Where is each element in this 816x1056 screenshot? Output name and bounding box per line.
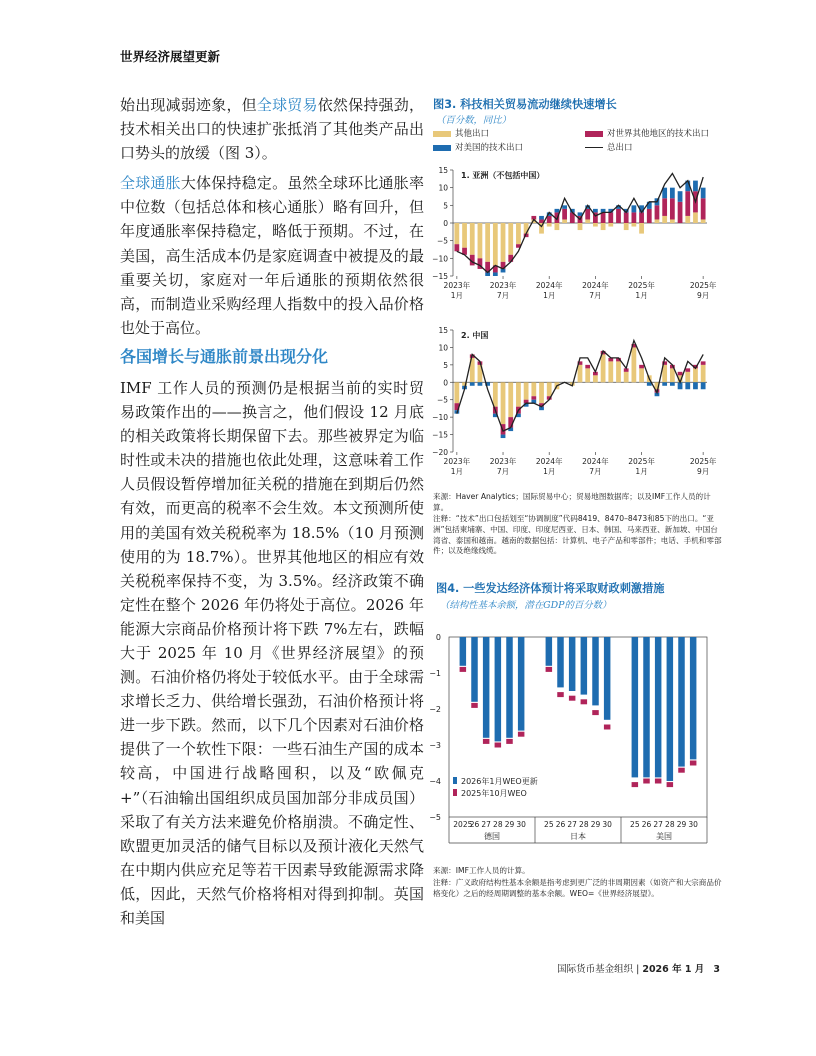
asia-bar <box>608 223 613 227</box>
legend-us-tech: 对美国的技术出口 <box>433 141 523 153</box>
asia-bar <box>655 219 660 223</box>
china-panel-title: 2. 中国 <box>461 331 489 340</box>
fig4-year-label: 30 <box>688 820 698 829</box>
china-bar <box>478 382 483 385</box>
china-bar <box>639 365 644 368</box>
asia-bar <box>693 212 698 223</box>
asia-bar <box>516 223 521 244</box>
asia-bar <box>578 223 583 230</box>
p1-post: 依然保持强劲，技术相关出口的快速扩张抵消了其他类产品出口势头的放缓（图 3）。 <box>120 96 424 163</box>
china-bar <box>639 368 644 382</box>
fig4-bar-jan <box>495 637 502 741</box>
asia-bar <box>547 216 552 223</box>
china-ytick-label: −15 <box>432 430 448 440</box>
asia-ytick-label: 10 <box>438 183 448 193</box>
china-xtick-label: 2023年 <box>443 457 471 466</box>
fig4-bar-jan <box>518 637 525 731</box>
china-bar <box>593 375 598 382</box>
china-xtick-label: 9月 <box>697 467 710 476</box>
china-xtick-label: 1月 <box>635 467 648 476</box>
fig4-marker-oct <box>506 739 513 744</box>
asia-xtick-label: 7月 <box>589 291 602 300</box>
asia-bar <box>685 191 690 216</box>
legend-total: 总出口 <box>585 141 633 153</box>
fig4-marker-oct <box>495 743 502 748</box>
asia-xtick-label: 2023年 <box>489 281 517 290</box>
asia-bar <box>539 216 544 220</box>
china-bar <box>547 382 552 396</box>
fig4-legend-jan: 2026年1月WEO更新 <box>461 777 538 786</box>
fig3-notes: 注释：“技术”出口包括划至“协调制度”代码8419、8470–8473和85下的出口。“亚洲”包括柬埔寨、中国、印度、印度尼西亚、日本、韩国、马来西亚、新加坡、中国台湾省、泰国和越南。越南的数据包括：计算机、电子产品和零部件；电话、手机和零部件；以及绝缘线缆。 <box>433 514 722 556</box>
fig4-year-label: 2025 <box>453 820 473 829</box>
fig4-marker-oct <box>546 667 553 672</box>
fig4-ytick-label: −2 <box>429 705 441 714</box>
china-bar <box>585 368 590 382</box>
asia-bar <box>547 223 552 227</box>
asia-bar <box>662 198 667 216</box>
asia-bar <box>562 209 567 220</box>
fig4-group-label: 美国 <box>656 832 672 841</box>
fig3-source: 来源：Haver Analytics；国际贸易中心；贸易地图数据库；以及IMF工作人员的计算。 <box>433 492 711 512</box>
china-bar <box>670 382 675 385</box>
fig4-year-label: 27 <box>481 820 491 829</box>
fig4-year-label: 26 <box>555 820 566 829</box>
asia-bar <box>524 223 529 234</box>
fig4-title: 图4. 一些发达经济体预计将采取财政刺激措施 <box>436 582 665 595</box>
fig4-marker-oct <box>471 703 478 708</box>
asia-bar <box>631 205 636 212</box>
fig4-marker-oct <box>581 699 588 704</box>
paragraph-trade <box>120 93 424 165</box>
china-bar <box>685 382 690 389</box>
asia-bar <box>462 223 467 248</box>
legend-other-exports: 其他出口 <box>433 127 489 139</box>
asia-bar <box>470 223 475 255</box>
asia-bar <box>593 209 598 213</box>
china-bar <box>539 382 544 403</box>
china-bar <box>585 365 590 368</box>
asia-ytick-label: 0 <box>443 219 448 228</box>
asia-bar <box>670 188 675 199</box>
asia-bar <box>701 198 706 219</box>
asia-xtick-label: 2024年 <box>582 281 609 290</box>
fig4-bar-jan <box>506 637 513 738</box>
asia-bar <box>670 198 675 219</box>
china-bar <box>531 396 536 399</box>
asia-bar <box>585 209 590 220</box>
footer-org: 国际货币基金组织 <box>557 964 634 975</box>
fig4-marker-oct <box>655 779 662 784</box>
legend-row-tech: 对世界其他地区的技术出口 <box>585 127 709 139</box>
fig4-group-label: 日本 <box>570 832 586 841</box>
asia-ytick-label: −15 <box>432 272 448 281</box>
asia-bar <box>662 216 667 223</box>
fig4-notes: 注释：广义政府结构性基本余额是指考虑到更广泛的非周期因素（如资产和大宗商品价格变化）之后的经周期调整的基本余额。WEO=《世界经济展望》。 <box>433 878 722 898</box>
asia-bar <box>616 209 621 223</box>
fig4-marker-oct <box>678 768 685 773</box>
fig4-marker-oct <box>592 710 599 715</box>
page-footer: 国际货币基金组织 | 2026 年 1 月 3 <box>557 964 720 975</box>
fig4-legend-jan-swatch <box>453 777 457 784</box>
asia-bar <box>555 223 560 230</box>
asia-xtick-label: 9月 <box>697 291 710 300</box>
body-text-column <box>120 93 424 936</box>
asia-bar <box>701 188 706 199</box>
china-bar <box>608 361 613 382</box>
asia-bar <box>562 219 567 223</box>
fig4-bar-jan <box>546 637 553 666</box>
china-bar <box>701 382 706 389</box>
asia-bar <box>493 272 498 276</box>
asia-bar <box>685 216 690 223</box>
asia-ytick-label: 15 <box>438 166 448 175</box>
fig4-bar-jan <box>460 637 467 666</box>
fig4-bar-jan <box>592 637 599 705</box>
p1-pre: 始出现减弱迹象，但 <box>120 96 257 114</box>
china-bar <box>501 435 506 438</box>
china-xtick-label: 1月 <box>450 467 463 476</box>
china-bar <box>685 372 690 382</box>
asia-bar <box>493 223 498 265</box>
asia-bar <box>631 212 636 223</box>
china-bar <box>662 382 667 385</box>
asia-bar <box>485 223 490 262</box>
china-xtick-label: 1月 <box>543 467 556 476</box>
china-bar <box>508 382 513 417</box>
asia-xtick-label: 1月 <box>543 291 556 300</box>
asia-bar <box>601 212 606 223</box>
fig4-legend-oct-swatch <box>453 789 457 796</box>
fig4-ytick-label: −5 <box>429 813 441 822</box>
china-bar <box>693 382 698 389</box>
china-bar <box>701 365 706 382</box>
section-heading: 各国增长与通胀前景出现分化 <box>120 346 329 366</box>
china-bar <box>678 372 683 375</box>
paragraph-outlook: IMF 工作人员的预测仍是根据当前的实时贸易政策作出的——换言之，他们假设 12 月底的相关政策将长期保留下去。那些被界定为临时性或未决的措施也依此处理，这意味着工作人员假设暂停增加征关税的措施在到期后仍然有效，而更高的税率不会生效。本文预测所使用的美国有效关税税率为 18.5%（10 月预测使用的为 18.7%）。世界其他地区的相应有效关税税率保持不变，为 3.5%。经济政策不确定性在整个 2026 年仍将处于高位。2026 年能源大宗商品价格预计将下跌 7%左右，跌幅大于 2025 年 10 月《世界经济展望》的预测。石油价格仍将处于较低水平。由于全球需求增长乏力、供给增长强劲，石油价格预计将进一步下跌。然而，以下几个因素对石油价格提供了一个软性下限：一些石油生产国的成本较高，中国进行战略囤积，以及“欧佩克+”（石油输出国组织成员国加部分非成员国）采取了有关方法来避免价格崩溃。不确定性、欧盟更加灵活的储气目标以及预计液化天然气在中期内供应充足等若干因素导致能源需求降低，因此，天然气价格将相对得到抑制。英国和美国 <box>120 378 424 927</box>
china-bar <box>454 382 459 403</box>
asia-bar <box>593 223 598 227</box>
asia-bar <box>624 223 629 230</box>
fig4-year-label: 25 <box>544 820 554 829</box>
fig4-bar-jan <box>581 637 588 695</box>
asia-xtick-label: 7月 <box>496 291 510 300</box>
fig4-marker-oct <box>460 667 467 672</box>
china-bar <box>516 382 521 406</box>
fig4-bar-jan <box>471 637 478 702</box>
fig4-year-label: 29 <box>590 820 601 829</box>
fig4-marker-oct <box>632 782 639 787</box>
fig4-marker-oct <box>604 725 611 730</box>
fig4-bar-jan <box>678 637 685 767</box>
p2-post: 大体保持稳定。虽然全球环比通胀率中位数（包括总体和核心通胀）略有回升，但年度通胀率保持稳定，略低于预期。不过，在美国，高生活成本仍是家庭调查中被提及的最重要关切，家庭对一年后通胀的预期依然很高，而制造业采购经理人指数中的投入品价格也处于高位。 <box>120 174 424 337</box>
asia-xtick-label: 1月 <box>635 291 648 300</box>
fig4-year-label: 27 <box>567 820 577 829</box>
fig4-marker-oct <box>483 739 490 744</box>
asia-bar <box>508 223 513 255</box>
fig4-year-label: 25 <box>630 820 640 829</box>
fig4-year-label: 29 <box>676 820 687 829</box>
fig4-bar-jan <box>569 637 576 691</box>
china-ytick-label: −5 <box>436 395 448 405</box>
china-xtick-label: 7月 <box>589 467 602 476</box>
fig4-year-label: 26 <box>641 820 652 829</box>
fig3-panel-asia <box>425 162 725 312</box>
china-ytick-label: 0 <box>443 378 448 388</box>
fig4-bar-jan <box>667 637 674 781</box>
asia-bar <box>639 212 644 223</box>
asia-bar <box>693 181 698 192</box>
fig4-year-label: 29 <box>504 820 515 829</box>
footer-date: 2026 年 1 月 <box>642 964 705 975</box>
asia-bar <box>454 244 459 251</box>
china-bar <box>693 368 698 382</box>
fig4-year-label: 27 <box>653 820 663 829</box>
fig4-ytick-label: −1 <box>429 669 441 678</box>
asia-bar <box>678 202 683 223</box>
fig4-marker-oct <box>518 732 525 737</box>
fig4-bar-jan <box>604 637 611 720</box>
fig4-ytick-label: 0 <box>435 633 441 642</box>
asia-bar <box>454 223 459 244</box>
asia-xtick-label: 2025年 <box>628 281 655 290</box>
china-bar <box>670 368 675 382</box>
china-ytick-label: −20 <box>432 448 448 457</box>
china-ytick-label: 5 <box>443 360 448 370</box>
china-xtick-label: 7月 <box>496 467 510 476</box>
running-header: 世界经济展望更新 <box>120 49 221 64</box>
asia-xtick-label: 2024年 <box>535 281 563 290</box>
asia-bar <box>631 223 636 227</box>
china-ytick-label: −10 <box>432 413 448 423</box>
fig4-marker-oct <box>557 692 564 697</box>
fig4-year-label: 28 <box>579 820 589 829</box>
china-xtick-label: 2024年 <box>582 457 609 466</box>
china-bar <box>470 382 475 385</box>
asia-ytick-label: −5 <box>436 236 448 246</box>
asia-bar <box>655 205 660 219</box>
china-ytick-label: 10 <box>438 343 448 353</box>
asia-bar <box>608 212 613 223</box>
china-bar <box>501 382 506 424</box>
asia-bar <box>585 219 590 223</box>
fig4-year-label: 28 <box>665 820 675 829</box>
fig3-title: 图3. 科技相关贸易流动继续快速增长 <box>433 98 617 111</box>
paragraph-inflation <box>120 171 424 340</box>
asia-bar <box>555 209 560 213</box>
china-bar <box>616 361 621 382</box>
asia-bar <box>670 219 675 223</box>
fig4-marker-oct <box>667 782 674 787</box>
fig4-ytick-label: −4 <box>429 777 441 786</box>
fig4-legend-oct: 2025年10月WEO <box>461 789 527 798</box>
asia-panel-title: 1. 亚洲（不包括中国） <box>461 171 545 180</box>
asia-xtick-label: 2023年 <box>443 281 471 290</box>
asia-bar <box>701 219 706 223</box>
fig4-year-label: 26 <box>469 820 480 829</box>
fig4-marker-oct <box>690 761 697 766</box>
asia-xtick-label: 2025年 <box>689 281 717 290</box>
asia-bar <box>501 223 506 262</box>
fig4-bar-jan <box>557 637 564 687</box>
china-bar <box>701 361 706 364</box>
fig4-subtitle: （结构性基本余额，潜在GDP的百分数） <box>440 600 612 611</box>
fig4-source: 来源：IMF工作人员的计算。 <box>433 866 530 875</box>
fig4-marker-oct <box>643 779 650 784</box>
fig4-bar-jan <box>643 637 650 777</box>
asia-ytick-label: 5 <box>443 201 448 211</box>
fig4-year-label: 28 <box>493 820 503 829</box>
fig4-ytick-label: −3 <box>429 741 441 750</box>
fig4-bar-jan <box>632 637 639 777</box>
china-ytick-label: 15 <box>438 326 448 335</box>
fig3-legend <box>433 127 723 155</box>
fig4-bar-jan <box>483 637 490 738</box>
asia-bar <box>678 191 683 202</box>
fig4-chart <box>425 625 725 855</box>
fig3-subtitle: （百分数，同比） <box>436 115 512 126</box>
fig3-panel-china <box>425 322 725 487</box>
asia-bar <box>624 212 629 223</box>
asia-ytick-label: −10 <box>432 254 448 264</box>
link-global-trade[interactable]: 全球贸易 <box>256 96 318 114</box>
china-bar <box>493 382 498 406</box>
china-bar <box>524 382 529 399</box>
asia-bar <box>562 205 567 209</box>
link-global-inflation[interactable]: 全球通胀 <box>120 174 181 193</box>
fig4-marker-oct <box>569 696 576 701</box>
china-xtick-label: 2023年 <box>489 457 517 466</box>
fig4-bar-jan <box>690 637 697 759</box>
asia-bar <box>478 223 483 258</box>
china-bar <box>685 368 690 371</box>
china-bar <box>601 354 606 382</box>
fig4-bar-jan <box>655 637 662 777</box>
china-bar <box>531 382 536 396</box>
china-xtick-label: 2025年 <box>689 457 717 466</box>
page-number: 3 <box>713 964 720 975</box>
china-bar <box>624 372 629 382</box>
fig4-year-label: 30 <box>516 820 526 829</box>
china-xtick-label: 2024年 <box>535 457 563 466</box>
fig4-group-label: 德国 <box>484 832 500 841</box>
asia-bar <box>601 223 606 230</box>
asia-bar <box>647 209 652 223</box>
asia-xtick-label: 1月 <box>450 291 463 300</box>
china-xtick-label: 2025年 <box>628 457 655 466</box>
china-bar <box>631 347 636 382</box>
asia-bar <box>639 223 644 234</box>
china-bar <box>578 365 583 382</box>
fig4-year-label: 30 <box>602 820 612 829</box>
